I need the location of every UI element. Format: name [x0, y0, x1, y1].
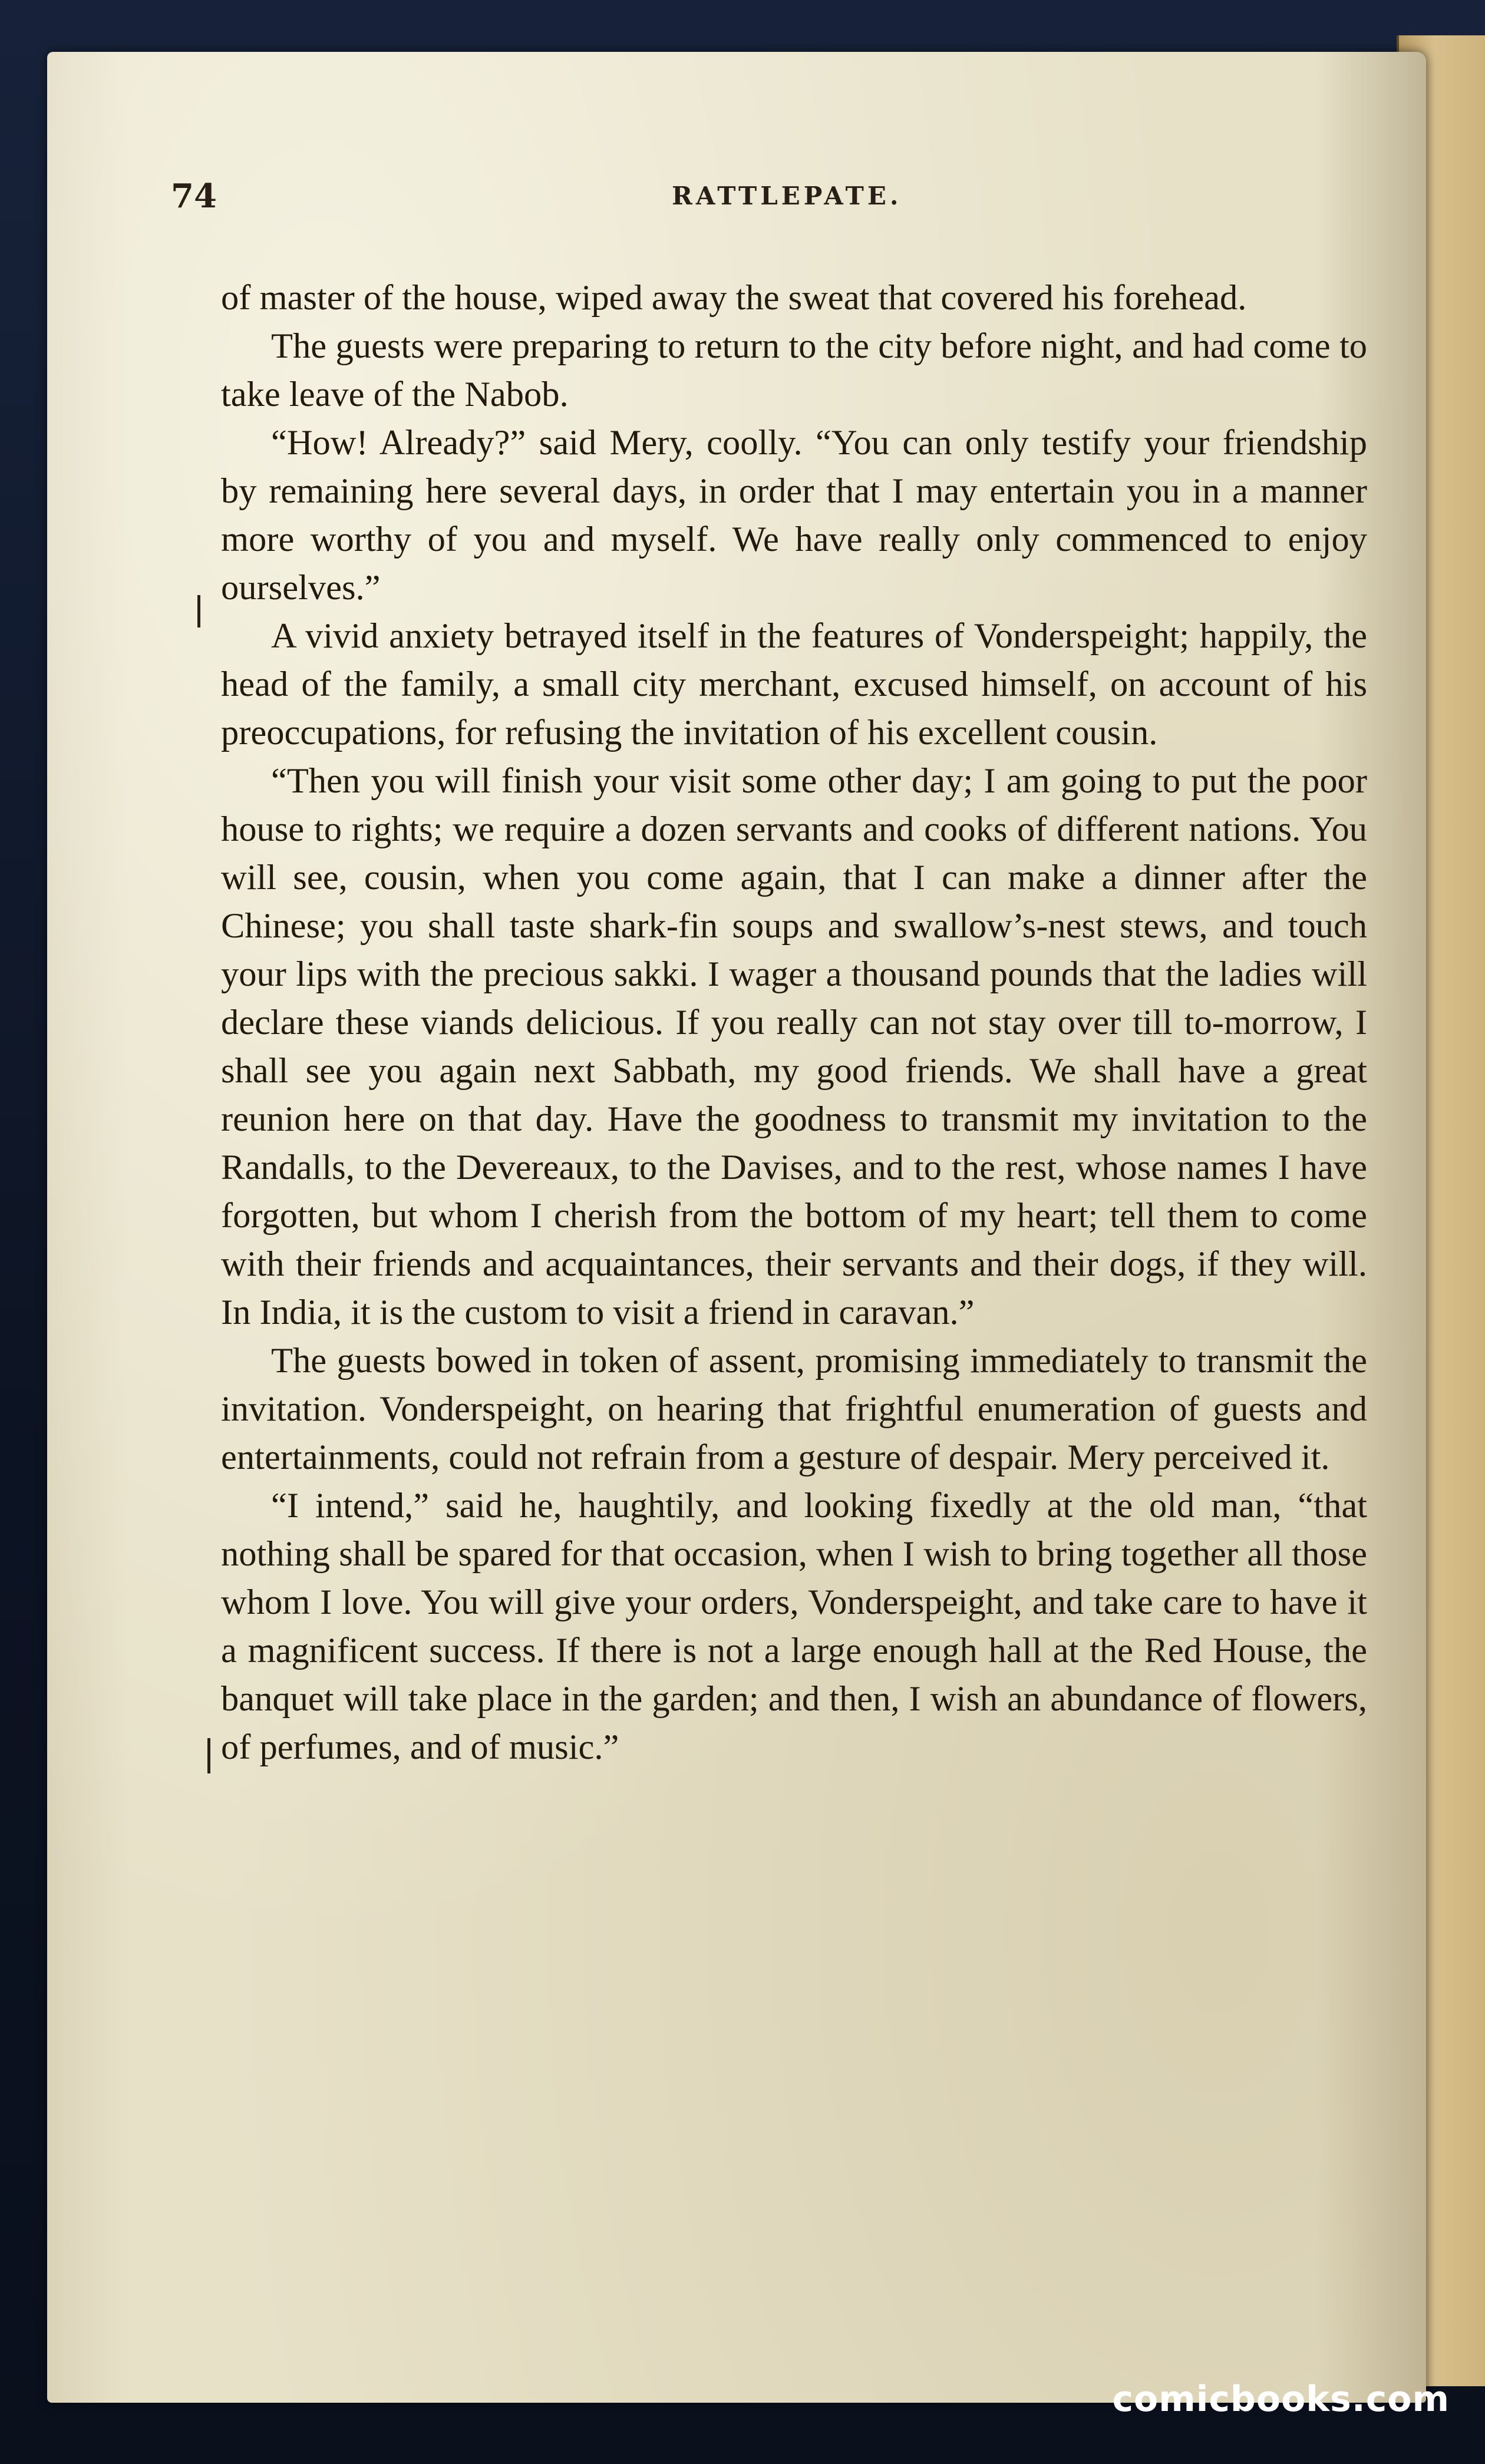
paragraph: The guests bowed in token of assent, promising immediately to transmit the invitation. Vonderspeight, on hearing that frightful enumeration of guests and entertainments, could not refrain from a gesture of despair. Mery perceived it.	[221, 1341, 1367, 1477]
watermark: comicbooks.com	[1112, 2379, 1450, 2420]
paragraph: “I intend,” said he, haughtily, and looking fixedly at the old man, “that nothing shall be spared for that occasion, when I wish to bring together all those whom I love. You will give your orders, Vonderspeight, and take care to have it a magnificent success. If there is not a large enough hall at the Red House, the banquet will take place in the garden; and then, I wish an abundance of flowers, of perfumes, and of music.”	[221, 1486, 1367, 1767]
running-title: RATTLEPATE.	[672, 181, 902, 210]
page-number: 74	[171, 177, 217, 216]
paragraph: “How! Already?” said Mery, coolly. “You can only testify your friendship by remaining here several days, in order that I may entertain you in a manner more worthy of you and myself. We have really only commenced to enjoy ourselves.”	[221, 423, 1367, 607]
paragraph: The guests were preparing to return to the city before night, and had come to take leave of the Nabob.	[221, 326, 1367, 414]
paragraph: of master of the house, wiped away the sweat that covered his forehead.	[221, 278, 1247, 318]
running-head	[171, 177, 1349, 218]
paragraph: “Then you will finish your visit some other day; I am going to put the poor house to rights; we require a dozen servants and cooks of different nations. You will see, cousin, when you come again, that I can make a dinner after the Chinese; you shall taste shark-fin soups and swallow’s-nest stews, and touch your lips with the precious sakki. I wager a thousand pounds that the ladies will declare these viands delicious. If you really can not stay over till to-morrow, I shall see you again next Sabbath, my good friends. We shall have a great reunion here on that day. Have the goodness to transmit my invitation to the Randalls, to the Devereaux, to the Davises, and to the rest, whose names I have forgotten, but whom I cherish from the bottom of my heart; tell them to come with their friends and acquaintances, their servants and their dogs, if they will. In India, it is the custom to visit a friend in caravan.”	[221, 761, 1367, 1332]
paragraph: A vivid anxiety betrayed itself in the features of Vonderspeight; happily, the head of the family, a small city merchant, excused himself, on account of his preoccupations, for refusing the invitation of his excellent cousin.	[221, 616, 1367, 752]
margin-mark	[197, 595, 200, 627]
body-text	[221, 274, 1367, 1772]
margin-mark	[207, 1738, 210, 1773]
